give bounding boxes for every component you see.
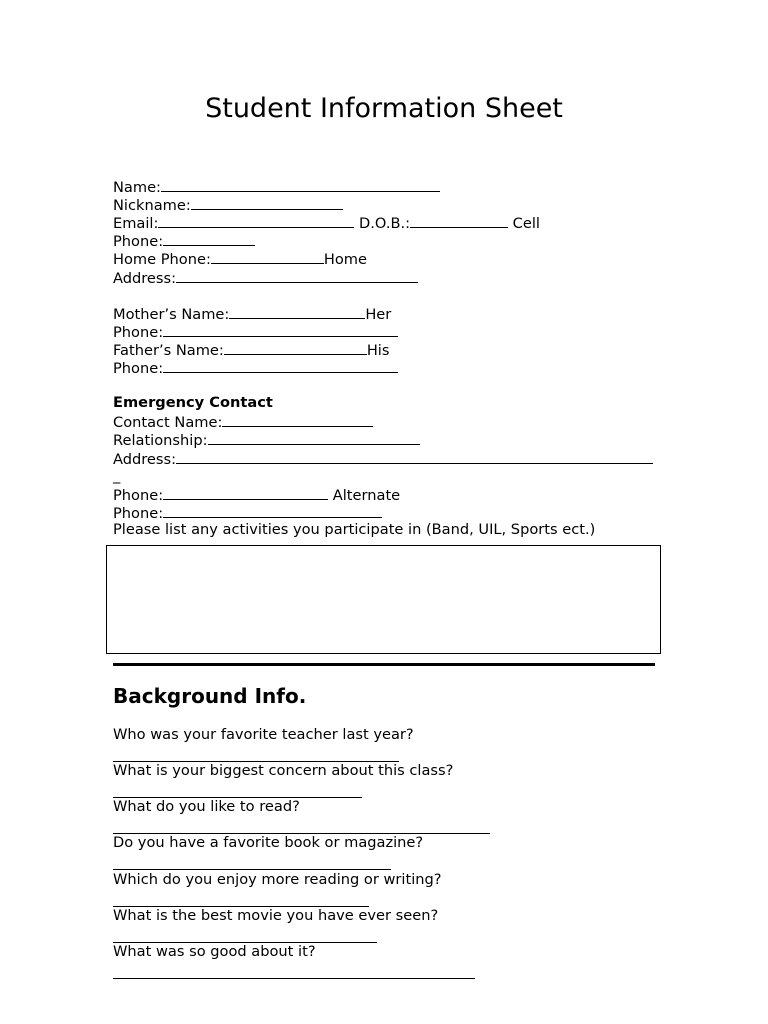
question-favorite-teacher: Who was your favorite teacher last year? — [113, 726, 414, 743]
cell-label: Cell — [508, 215, 540, 232]
question-like-to-read: What do you like to read? — [113, 798, 300, 815]
emergency-phone-label: Phone: — [113, 487, 164, 504]
fathers-phone-label: Phone: — [113, 360, 164, 377]
fathers-name-field[interactable] — [224, 340, 367, 355]
home-phone-row — [113, 249, 367, 269]
emergency-address-field[interactable] — [176, 449, 653, 464]
question-so-good: What was so good about it? — [113, 943, 316, 960]
question-biggest-concern: What is your biggest concern about this class? — [113, 762, 454, 779]
answer-so-good[interactable] — [113, 978, 475, 979]
alternate-phone-row — [113, 503, 382, 523]
email-row — [113, 213, 540, 233]
alternate-phone-field[interactable] — [163, 503, 382, 518]
emergency-contact-heading: Emergency Contact — [113, 394, 273, 411]
question-best-movie: What is the best movie you have ever seen? — [113, 907, 439, 924]
activities-prompt: Please list any activities you participate in (Band, UIL, Sports ect.) — [113, 521, 596, 538]
mothers-name-label: Mother’s Name: — [113, 306, 230, 323]
mothers-phone-label: Phone: — [113, 324, 164, 341]
emergency-phone-field[interactable] — [163, 485, 328, 500]
name-label: Name: — [113, 179, 161, 196]
background-heading: Background Info. — [113, 684, 307, 708]
email-label: Email: — [113, 215, 159, 232]
alternate-label: Alternate — [328, 487, 401, 504]
contact-name-row — [113, 412, 373, 432]
mothers-phone-field[interactable] — [163, 322, 398, 337]
address-row — [113, 268, 418, 288]
contact-name-field[interactable] — [222, 412, 373, 427]
emergency-address-label: Address: — [113, 451, 177, 468]
fathers-phone-row — [113, 358, 398, 378]
home-phone-field[interactable] — [211, 249, 324, 264]
home-label: Home — [323, 251, 367, 268]
fathers-phone-field[interactable] — [163, 358, 398, 373]
relationship-row — [113, 430, 420, 450]
fathers-name-row — [113, 340, 389, 360]
stray-underscore: _ — [113, 467, 121, 484]
mothers-phone-row — [113, 322, 398, 342]
fathers-name-label: Father’s Name: — [113, 342, 224, 359]
name-row — [113, 177, 440, 197]
dob-label: D.O.B.: — [354, 215, 411, 232]
cell-phone-field[interactable] — [163, 231, 255, 246]
his-label: His — [366, 342, 390, 359]
cell-phone-row — [113, 231, 255, 251]
relationship-field[interactable] — [208, 430, 420, 445]
mothers-name-field[interactable] — [229, 304, 365, 319]
section-divider — [113, 663, 655, 666]
email-field[interactable] — [158, 213, 354, 228]
home-phone-label: Home Phone: — [113, 251, 211, 268]
address-label: Address: — [113, 270, 177, 287]
activities-textarea[interactable] — [106, 545, 661, 654]
emergency-phone-row — [113, 485, 400, 505]
her-label: Her — [365, 306, 392, 323]
mothers-name-row — [113, 304, 391, 324]
nickname-row — [113, 195, 343, 215]
dob-field[interactable] — [410, 213, 508, 228]
nickname-label: Nickname: — [113, 197, 191, 214]
contact-name-label: Contact Name: — [113, 414, 223, 431]
name-field[interactable] — [161, 177, 440, 192]
nickname-field[interactable] — [191, 195, 343, 210]
question-favorite-book: Do you have a favorite book or magazine? — [113, 834, 424, 851]
question-reading-or-writing: Which do you enjoy more reading or writing? — [113, 871, 442, 888]
relationship-label: Relationship: — [113, 432, 208, 449]
answer-favorite-book[interactable] — [113, 869, 391, 870]
page-title: Student Information Sheet — [205, 93, 563, 124]
emergency-address-row — [113, 449, 653, 469]
alternate-phone-label: Phone: — [113, 505, 164, 522]
cell-phone-label: Phone: — [113, 233, 164, 250]
address-field[interactable] — [176, 268, 418, 283]
